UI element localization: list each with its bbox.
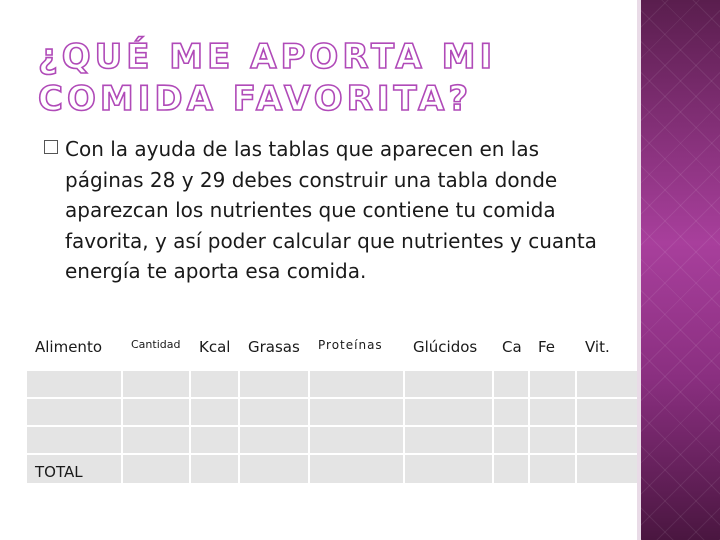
nutrients-table: [25, 329, 647, 485]
decorative-sidebar: [641, 0, 720, 540]
table-cell[interactable]: [577, 427, 645, 453]
table-cell[interactable]: [530, 371, 575, 397]
table-cell[interactable]: [191, 371, 238, 397]
table-cell[interactable]: [191, 427, 238, 453]
table-cell[interactable]: [577, 399, 645, 425]
bullet-item: [44, 134, 604, 287]
table-cell[interactable]: [191, 399, 238, 425]
table-cell[interactable]: [530, 399, 575, 425]
bullet-text: Con la ayuda de las tablas que aparecen en las páginas 28 y 29 debes construir una tabla donde aparezcan los nutrientes que contiene tu comida favorita, y así poder calcular que nutrientes y cuanta energía te aporta esa comida.: [65, 137, 597, 283]
table-cell[interactable]: [27, 371, 121, 397]
table-cell[interactable]: [240, 455, 308, 483]
table-row: [27, 427, 645, 453]
table-cell[interactable]: [530, 455, 575, 483]
total-label: TOTAL: [27, 455, 121, 483]
slide-title: ¿QUÉ ME APORTA MI COMIDA FAVORITA?: [38, 37, 497, 119]
table-cell[interactable]: [123, 455, 189, 483]
table-cell[interactable]: [577, 455, 645, 483]
table-cell[interactable]: [494, 455, 528, 483]
header-vit: Vit.: [577, 331, 645, 369]
header-ca: Ca: [494, 331, 528, 369]
header-alimento: Alimento: [27, 331, 121, 369]
table-total-row: [27, 455, 645, 483]
table-cell[interactable]: [577, 371, 645, 397]
table-cell[interactable]: [405, 371, 492, 397]
table-cell[interactable]: [405, 455, 492, 483]
header-cantidad: Cantidad: [123, 331, 189, 369]
table-cell[interactable]: [310, 399, 403, 425]
table-cell[interactable]: [240, 371, 308, 397]
table-cell[interactable]: [310, 427, 403, 453]
header-grasas: Grasas: [240, 331, 308, 369]
header-proteinas: Proteínas: [310, 331, 403, 369]
table-cell[interactable]: [27, 427, 121, 453]
table-cell[interactable]: [405, 427, 492, 453]
table-cell[interactable]: [240, 427, 308, 453]
header-kcal: Kcal: [191, 331, 238, 369]
table-row: [27, 371, 645, 397]
table-cell[interactable]: [27, 399, 121, 425]
table-cell[interactable]: [240, 399, 308, 425]
table-cell[interactable]: [191, 455, 238, 483]
table-cell[interactable]: [530, 427, 575, 453]
header-glucidos: Glúcidos: [405, 331, 492, 369]
table-cell[interactable]: [123, 399, 189, 425]
table-cell[interactable]: [494, 371, 528, 397]
header-fe: Fe: [530, 331, 575, 369]
table-cell[interactable]: [123, 427, 189, 453]
table-row: [27, 399, 645, 425]
table-cell[interactable]: [310, 455, 403, 483]
bullet-box-icon: [44, 140, 58, 154]
table-cell[interactable]: [405, 399, 492, 425]
table-cell[interactable]: [494, 399, 528, 425]
table-cell[interactable]: [123, 371, 189, 397]
table-header-row: [27, 331, 645, 369]
table-cell[interactable]: [310, 371, 403, 397]
table-cell[interactable]: [494, 427, 528, 453]
